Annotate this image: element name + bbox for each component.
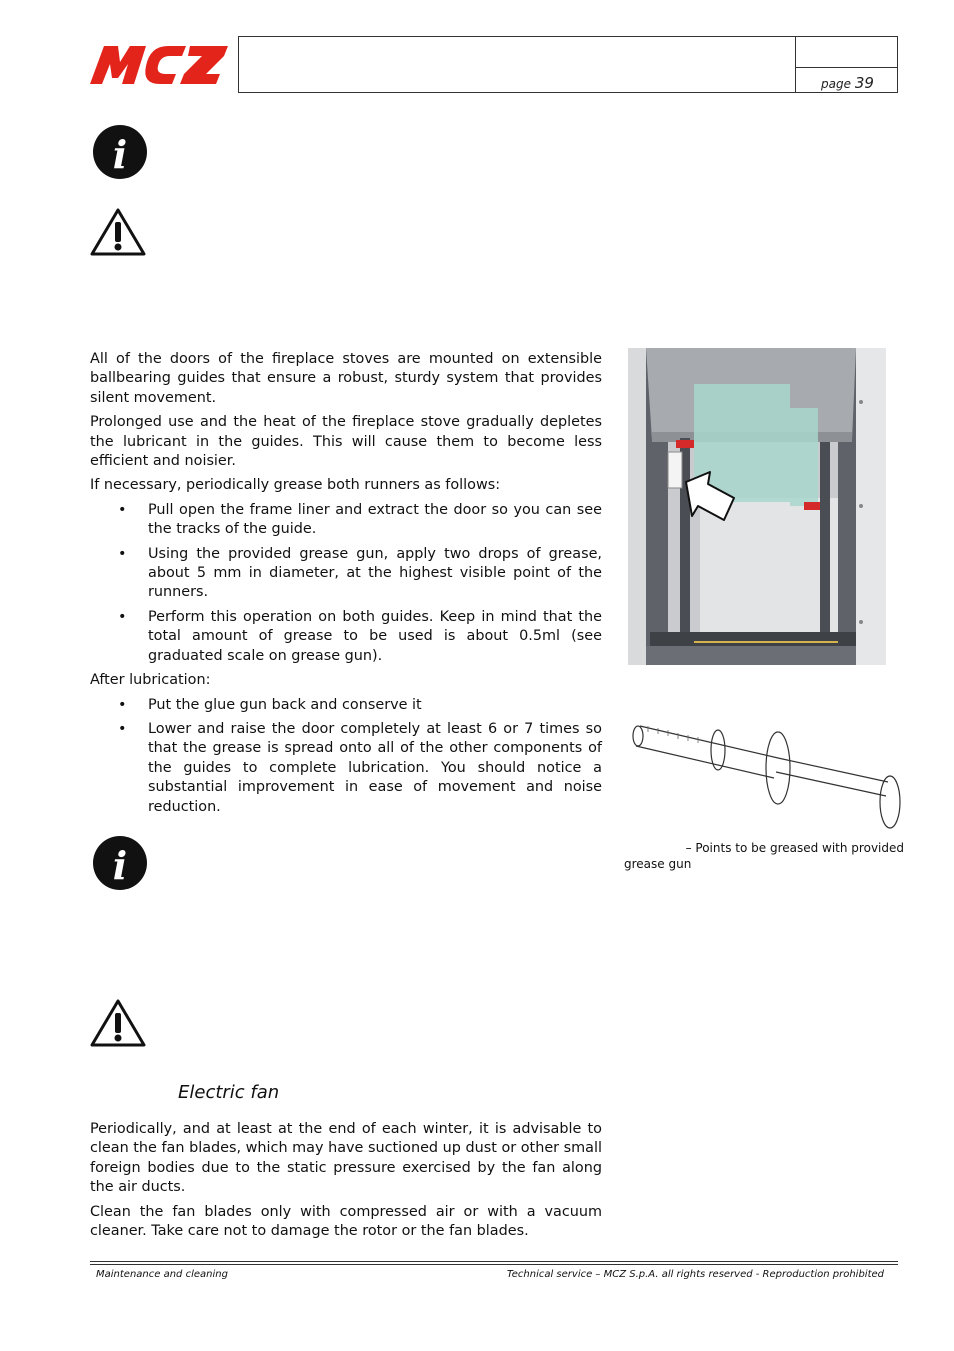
lubrication-section bbox=[90, 350, 602, 822]
list-item: • Lower and raise the door completely at least 6 or 7 times so that the grease is spread onto all of the other components of the guides to complete lubrication. You should notice a substantial improvement in ease of movement and noise reduction. bbox=[90, 720, 602, 817]
paragraph: Prolonged use and the heat of the fireplace stove gradually depletes the lubricant in the guides. This will cause them to become less efficient and noisier. bbox=[90, 414, 602, 470]
list-item: • Put the glue gun back and conserve it bbox=[90, 696, 602, 715]
paragraph: If necessary, periodically grease both runners as follows: bbox=[90, 477, 501, 494]
footer-divider bbox=[90, 1261, 898, 1265]
paragraph: All of the doors of the fireplace stoves are mounted on extensible ballbearing guides that ensure a robust, sturdy system that provides silent movement. bbox=[90, 351, 602, 406]
info-icon bbox=[92, 124, 148, 180]
list-item: • Using the provided grease gun, apply two drops of grease, about 5 mm in diameter, at the highest visible point of the runners. bbox=[90, 545, 602, 603]
svg-text:i: i bbox=[112, 132, 128, 177]
warning-icon bbox=[90, 207, 146, 257]
warning-icon bbox=[90, 998, 146, 1048]
header-divider bbox=[795, 67, 897, 68]
after-steps-list bbox=[90, 696, 602, 817]
mcz-logo bbox=[90, 44, 230, 86]
header-divider bbox=[795, 37, 796, 92]
fan-section bbox=[90, 1120, 602, 1246]
footer-copyright: Technical service – MCZ S.p.A. all rights reserved - Reproduction prohibited bbox=[506, 1269, 884, 1280]
steps-list bbox=[90, 501, 602, 666]
list-item: • Perform this operation on both guides. Keep in mind that the total amount of grease to be used is about 0.5ml (see graduated scale on grease gun). bbox=[90, 608, 602, 666]
svg-text:i: i bbox=[112, 843, 128, 888]
grease-gun-illustration bbox=[628, 700, 908, 830]
paragraph: After lubrication: bbox=[90, 672, 211, 689]
section-heading: Electric fan bbox=[178, 1082, 280, 1103]
paragraph: Periodically, and at least at the end of each winter, it is advisable to clean the fan blades, which may have suctioned up dust or other small foreign bodies due to the static pressure exercised by the fan along the air ducts. bbox=[90, 1121, 602, 1196]
door-guide-illustration bbox=[628, 348, 886, 665]
list-item: • Pull open the frame liner and extract the door so you can see the tracks of the guide. bbox=[90, 501, 602, 540]
info-icon bbox=[92, 835, 148, 891]
page-number: page 39 bbox=[821, 74, 874, 92]
paragraph: Clean the fan blades only with compressed air or with a vacuum cleaner. Take care not to damage the rotor or the fan blades. bbox=[90, 1203, 602, 1240]
footer-section-name: Maintenance and cleaning bbox=[96, 1269, 228, 1280]
figure-caption: – Points to be greased with provided grease gun bbox=[624, 841, 904, 871]
header-box bbox=[238, 36, 898, 93]
